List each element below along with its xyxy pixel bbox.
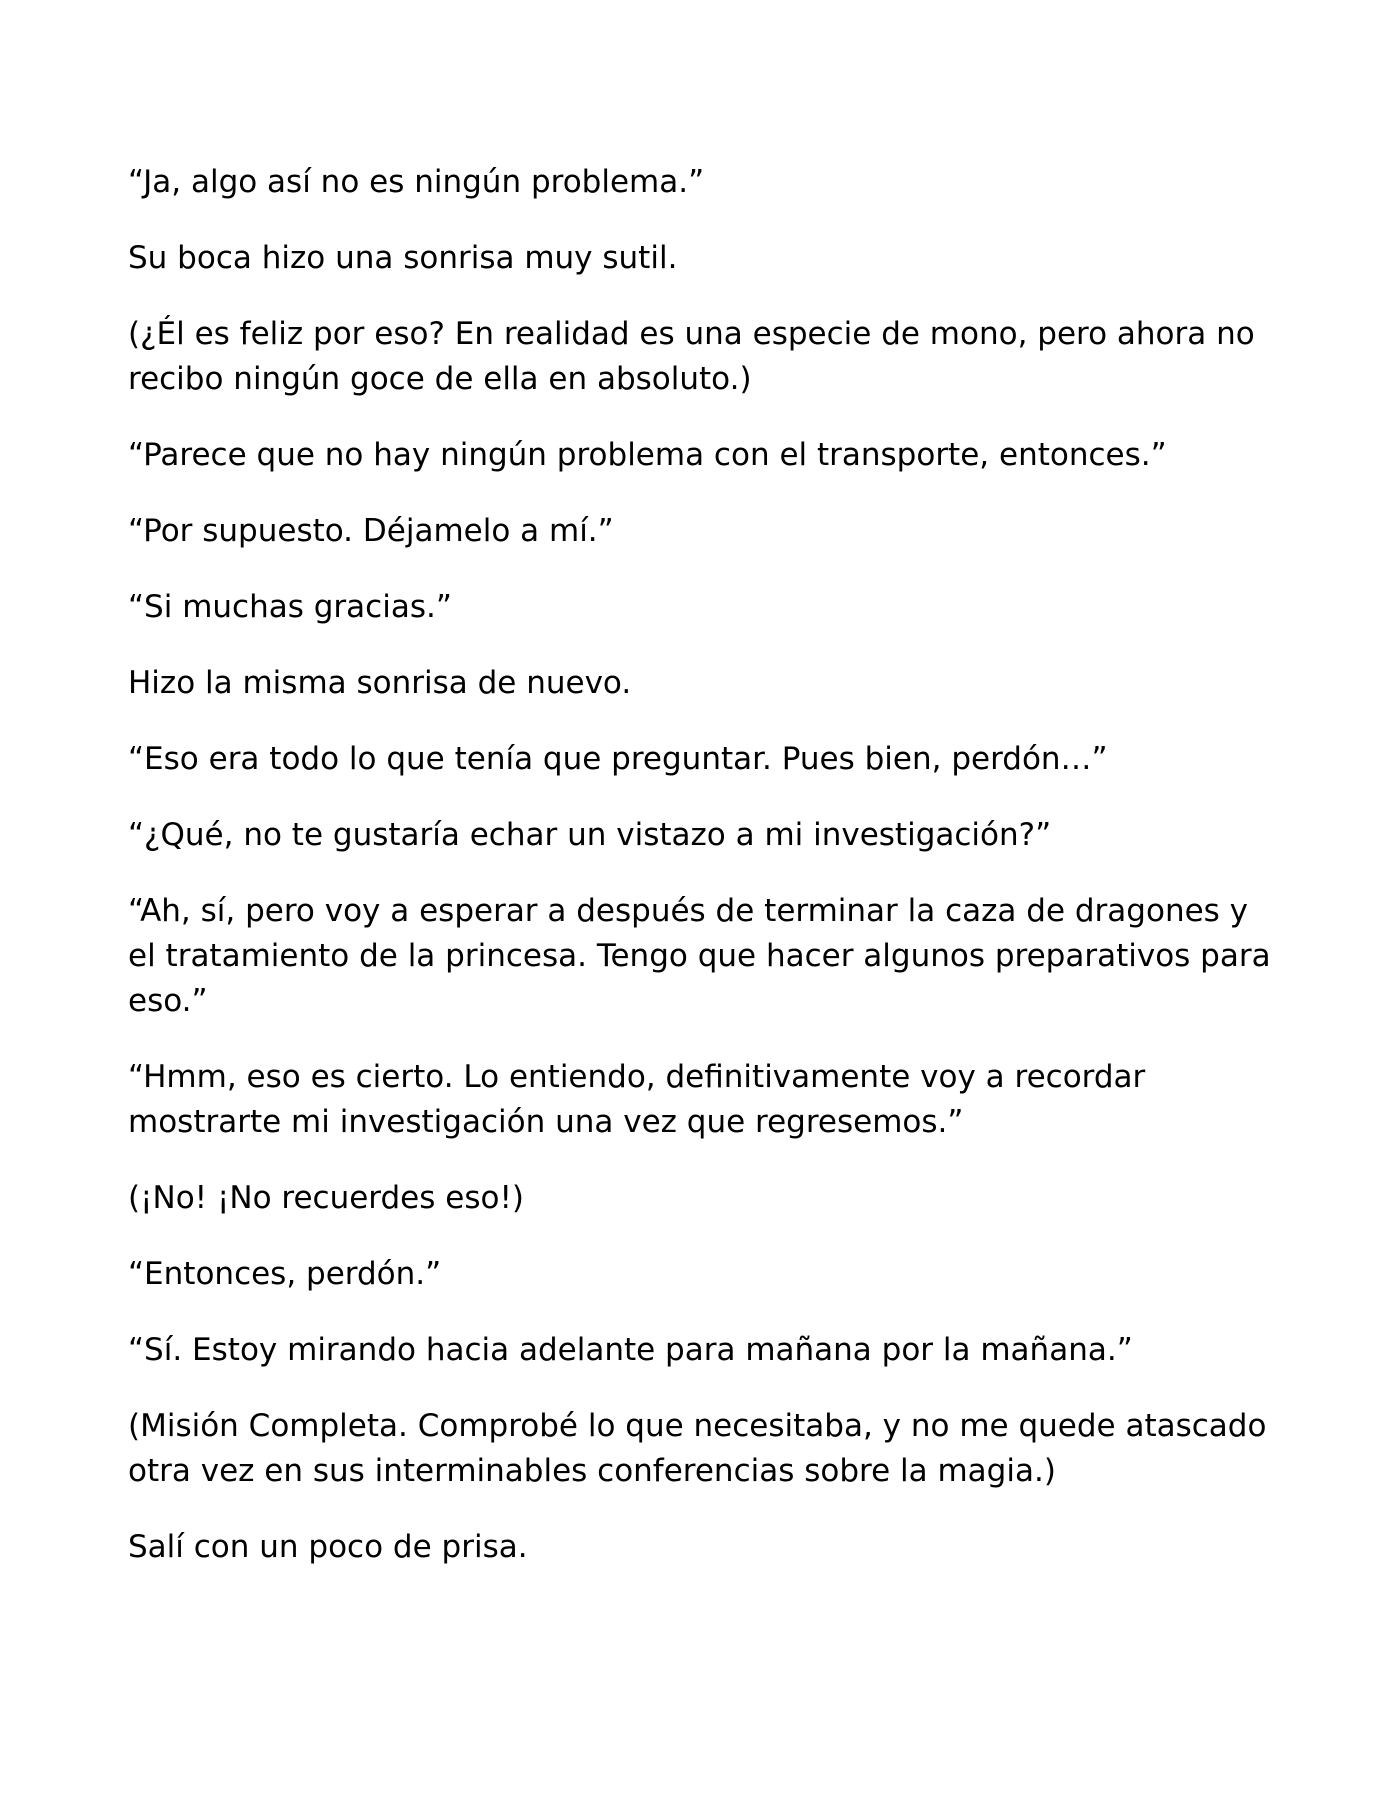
paragraph: (¡No! ¡No recuerdes eso!) [128,1180,524,1216]
paragraph: “Sí. Estoy mirando hacia adelante para mañana por la mañana.” [128,1332,1133,1368]
paragraph: “Hmm, eso es cierto. Lo entiendo, definitivamente voy a recordar mostrarte mi investigación una vez que regresemos.” [128,1059,1146,1140]
paragraph: “Entonces, perdón.” [128,1256,442,1292]
paragraph: “Parece que no hay ningún problema con el transporte, entonces.” [128,437,1167,473]
paragraph: (¿Él es feliz por eso? En realidad es una especie de mono, pero ahora no recibo ningún goce de ella en absoluto.) [128,316,1255,397]
paragraph: “Ja, algo así no es ningún problema.” [128,164,705,200]
paragraph: (Misión Completa. Comprobé lo que necesitaba, y no me quede atascado otra vez en sus interminables conferencias sobre la magia.) [128,1408,1267,1489]
paragraph: “¿Qué, no te gustaría echar un vistazo a mi investigación?” [128,817,1052,853]
paragraph: “Ah, sí, pero voy a esperar a después de terminar la caza de dragones y el tratamiento de la princesa. Tengo que hacer algunos preparativos para eso.” [128,893,1271,1019]
paragraph: Salí con un poco de prisa. [128,1529,528,1565]
paragraph: “Eso era todo lo que tenía que preguntar. Pues bien, perdón…” [128,741,1108,777]
paragraph: Su boca hizo una sonrisa muy sutil. [128,240,678,276]
paragraph: “Por supuesto. Déjamelo a mí.” [128,513,614,549]
document-body [128,160,1278,1601]
paragraph: Hizo la misma sonrisa de nuevo. [128,665,632,701]
paragraph: “Si muchas gracias.” [128,589,452,625]
